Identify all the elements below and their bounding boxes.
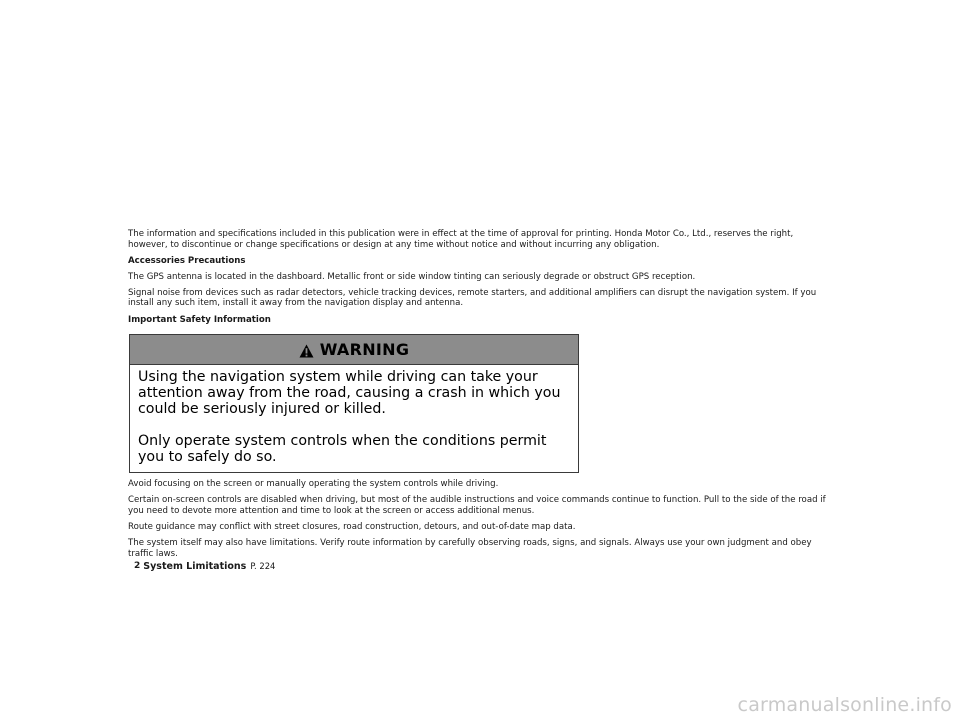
system-limitations-link[interactable] bbox=[134, 561, 833, 572]
signal-noise-paragraph: Signal noise from devices such as radar detectors, vehicle tracking devices, remote starters, and additional amplifiers can disrupt the navigation system. If you install any such item, install it away from the navigation display and antenna. bbox=[128, 287, 817, 309]
route-guidance-paragraph: Route guidance may conflict with street closures, road construction, detours, and out-of-date map data. bbox=[128, 521, 576, 532]
accessories-heading: Accessories Precautions bbox=[128, 255, 246, 266]
warning-box bbox=[129, 334, 579, 473]
page-content bbox=[128, 229, 833, 572]
intro-paragraph: The information and specifications included in this publication were in effect at the time of approval for printing. Honda Motor Co., Ltd., reserves the right, however, to discontinue or change specifications or design at any time without notice and without incurring any obligation. bbox=[128, 229, 794, 250]
warning-title: WARNING bbox=[319, 340, 410, 360]
gps-antenna-paragraph: The GPS antenna is located in the dashboard. Metallic front or side window tinting can seriously degrade or obstruct GPS reception. bbox=[128, 271, 696, 282]
safety-heading: Important Safety Information bbox=[128, 314, 271, 325]
controls-disabled-paragraph: Certain on-screen controls are disabled when driving, but most of the audible instructions and voice commands continue to function. Pull to the side of the road if you need to devote more attention and time to look at the screen or access additional menus. bbox=[128, 495, 826, 516]
warning-line-2: Only operate system controls when the conditions permit you to safely do so. bbox=[138, 433, 547, 466]
warning-line-1: Using the navigation system while driving can take your attention away from the road, causing a crash in which you could be seriously injured or killed. bbox=[138, 369, 561, 418]
xref-label: System Limitations bbox=[143, 560, 247, 572]
warning-triangle-icon bbox=[299, 343, 314, 357]
xref-page: P. 224 bbox=[250, 560, 276, 571]
watermark: carmanualsonline.info bbox=[737, 694, 952, 716]
xref-arrow-icon: 2 bbox=[134, 560, 141, 571]
avoid-focusing-paragraph: Avoid focusing on the screen or manually operating the system controls while driving. bbox=[128, 479, 499, 490]
warning-header bbox=[130, 335, 578, 365]
limitations-paragraph: The system itself may also have limitations. Verify route information by carefully observing roads, signs, and signals. Always use your own judgment and obey traffic laws. bbox=[128, 538, 812, 559]
warning-body bbox=[130, 365, 578, 472]
